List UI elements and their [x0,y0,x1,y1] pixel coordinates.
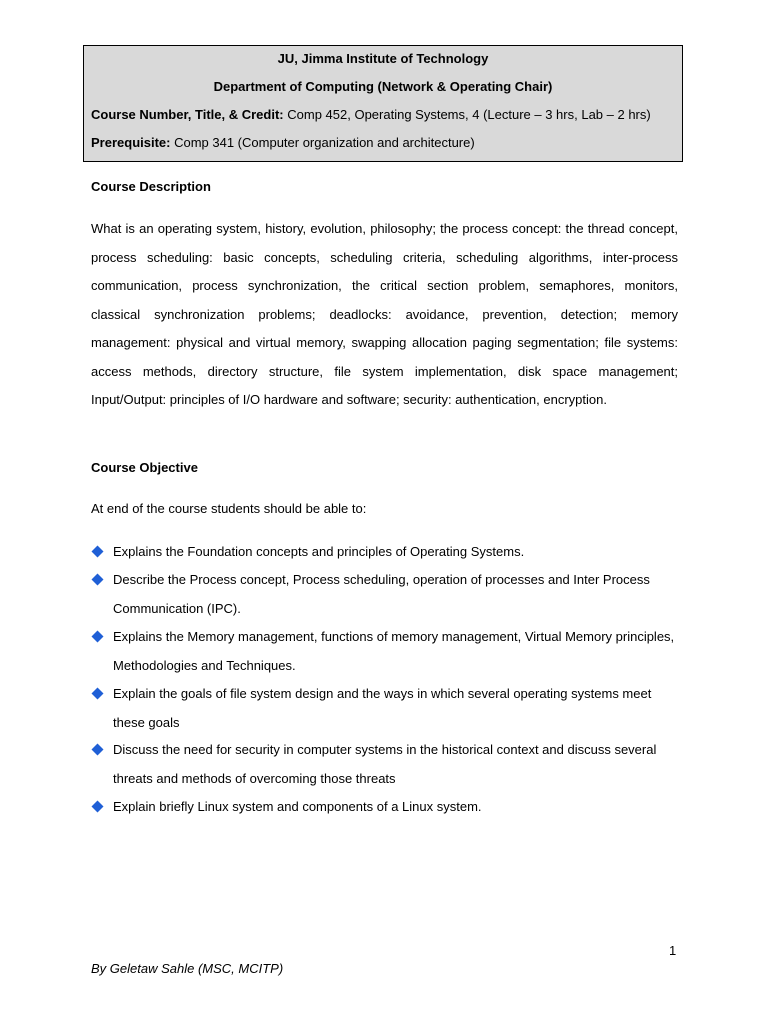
prerequisite-line [84,134,682,152]
diamond-bullet-icon [91,800,104,813]
objective-item-text: Discuss the need for security in computer systems in the historical context and discuss several threats and methods of overcoming those threats [113,742,657,786]
course-description-text: What is an operating system, history, evolution, philosophy; the process concept: the thread concept, process scheduling: basic concepts, scheduling criteria, scheduling algorithms, inter-process communication, process synchronization, the critical section problem, semaphores, monitors, classical synchronization problems; deadlocks: avoidance, prevention, detection; memory management: physical and virtual memory, swapping allocation paging segmentation; file systems: access methods, directory structure, file system implementation, disk space management; Input/Output: principles of I/O hardware and software; security: authentication, encryption. [91,221,678,407]
course-info-label: Course Number, Title, & Credit: [91,107,284,122]
course-header-box [83,45,683,162]
objective-item-text: Explains the Foundation concepts and principles of Operating Systems. [113,544,525,559]
footer-author: By Geletaw Sahle (MSC, MCITP) [91,961,284,976]
diamond-bullet-icon [91,573,104,586]
prerequisite-value: Comp 341 (Computer organization and architecture) [170,135,475,150]
diamond-bullet-icon [91,743,104,756]
diamond-bullet-icon [91,687,104,700]
course-objective-heading: Course Objective [91,460,198,475]
objective-item-text: Explain briefly Linux system and components of a Linux system. [113,799,482,814]
department-title: Department of Computing (Network & Operating Chair) [213,79,553,94]
objective-item-text: Describe the Process concept, Process scheduling, operation of processes and Inter Process Communication (IPC). [113,572,650,616]
diamond-bullet-icon [91,545,104,558]
objective-intro: At end of the course students should be able to: [91,501,367,516]
diamond-bullet-icon [91,630,104,643]
objective-item-text: Explains the Memory management, functions of memory management, Virtual Memory principles, Methodologies and Techniques. [113,629,675,673]
course-info-value: Comp 452, Operating Systems, 4 (Lecture – 3 hrs, Lab – 2 hrs) [283,107,651,122]
page-number: 1 [669,943,677,958]
objective-item-text: Explain the goals of file system design and the ways in which several operating systems meet these goals [113,686,652,730]
prerequisite-label: Prerequisite: [91,135,171,150]
course-description-heading: Course Description [91,179,211,194]
institution-title: JU, Jimma Institute of Technology [277,51,489,66]
course-info-line [84,106,682,124]
